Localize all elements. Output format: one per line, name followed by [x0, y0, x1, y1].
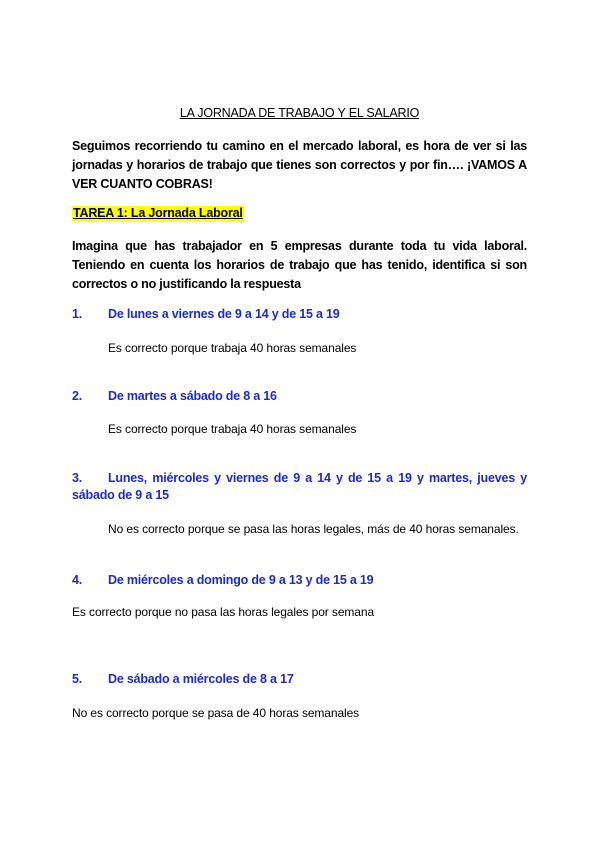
task-heading: TAREA 1: La Jornada Laboral [73, 206, 243, 220]
item-number: 3. [72, 471, 83, 485]
document-title: LA JORNADA DE TRABAJO Y EL SALARIO [179, 106, 420, 120]
item-answer-2: Es correcto porque trabaja 40 horas semanales [108, 422, 357, 436]
item-schedule: De sábado a miércoles de 8 a 17 [108, 672, 294, 686]
item-answer-3: No es correcto porque se pasa las horas legales, más de 40 horas semanales. [108, 522, 519, 536]
item-schedule: De martes a sábado de 8 a 16 [108, 389, 277, 403]
item-number: 5. [72, 672, 83, 686]
item-number: 1. [72, 307, 83, 321]
list-item-5 [72, 670, 527, 688]
item-number: 4. [72, 573, 83, 587]
list-item-3 [72, 470, 527, 504]
intro-paragraph: Seguimos recorriendo tu camino en el mercado laboral, es hora de ver si las jornadas y horarios de trabajo que tienes son correctos y por fin…. ¡VAMOS A VER CUANTO COBRAS! [72, 139, 527, 191]
list-item-4 [72, 571, 527, 589]
list-item-2 [72, 387, 527, 405]
item-schedule: De lunes a viernes de 9 a 14 y de 15 a 19 [108, 307, 340, 321]
task-description: Imagina que has trabajador en 5 empresas durante toda tu vida laboral. Teniendo en cuenta los horarios de trabajo que has tenido, identifica si son correctos o no justificando la respuesta [72, 239, 527, 291]
list-item-1 [72, 305, 527, 323]
item-schedule: Lunes, miércoles y viernes de 9 a 14 y de 15 a 19 y martes, jueves y sábado de 9 a 15 [72, 471, 527, 502]
item-answer-4: Es correcto porque no pasa las horas legales por semana [72, 605, 375, 619]
item-answer-5: No es correcto porque se pasa de 40 horas semanales [72, 706, 360, 720]
item-number: 2. [72, 389, 83, 403]
item-schedule: De miércoles a domingo de 9 a 13 y de 15 a 19 [108, 573, 374, 587]
item-answer-1: Es correcto porque trabaja 40 horas semanales [108, 341, 357, 355]
